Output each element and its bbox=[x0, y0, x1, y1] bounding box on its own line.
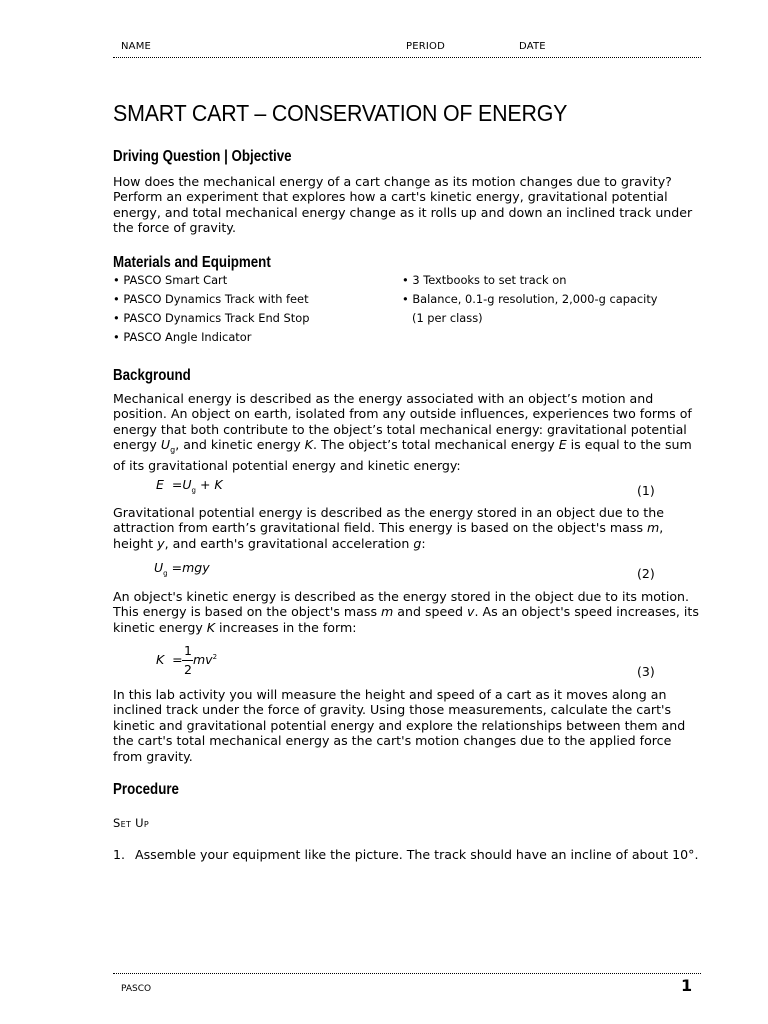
background-paragraph-4 bbox=[113, 687, 703, 764]
equation-1: $E =U_g + K$ bbox=[156, 477, 223, 495]
period-label: PERIOD bbox=[406, 41, 446, 52]
material-item: (1 per class) bbox=[412, 311, 483, 325]
page-number: 1 bbox=[681, 976, 693, 995]
equation-number: (3) bbox=[637, 664, 655, 679]
text-line: An object's kinetic energy is described as the energy stored in the object due to its motion. bbox=[113, 589, 690, 604]
text-line: the force of gravity. bbox=[113, 220, 236, 236]
name-label: NAME bbox=[121, 41, 152, 52]
footer-dotted-rule bbox=[113, 973, 701, 974]
material-item: • PASCO Dynamics Track with feet bbox=[113, 292, 309, 306]
objective-paragraph bbox=[113, 174, 703, 236]
background-paragraph-3 bbox=[113, 589, 703, 635]
text-line: height y, and earth's gravitational acceleration g: bbox=[113, 535, 426, 551]
fraction-denominator: 2 bbox=[184, 662, 192, 677]
background-heading: Background bbox=[113, 367, 191, 384]
text-line: Mechanical energy is described as the energy associated with an object’s motion and bbox=[113, 391, 654, 406]
text-line: Gravitational potential energy is described as the energy stored in an object due to the bbox=[113, 505, 664, 520]
objective-heading: Driving Question | Objective bbox=[113, 148, 292, 165]
equation-number: (1) bbox=[637, 483, 655, 498]
procedure-heading: Procedure bbox=[113, 781, 179, 798]
material-item: • PASCO Dynamics Track End Stop bbox=[113, 311, 310, 325]
equation-2: $U_g =mgy$ bbox=[154, 560, 210, 578]
step-text: Assemble your equipment like the picture. The track should have an incline of about 10°. bbox=[135, 847, 699, 862]
header-dotted-rule bbox=[113, 57, 701, 58]
text-line: kinetic and gravitational potential energy and explore the relationships between them and bbox=[113, 717, 686, 733]
footer-brand: PASCO bbox=[121, 984, 152, 994]
text-line: of its gravitational potential energy and kinetic energy: bbox=[113, 458, 461, 474]
text-line: position. An object on earth, isolated from any outside influences, experiences two forms of bbox=[113, 406, 692, 422]
background-paragraph-2 bbox=[113, 505, 703, 551]
text-line: This energy is based on the object's mass m and speed v. As an object's speed increases, its bbox=[113, 604, 699, 620]
material-item: • Balance, 0.1-g resolution, 2,000-g capacity bbox=[402, 292, 658, 306]
step-number: 1. bbox=[113, 847, 126, 862]
text-line: attraction from earth’s gravitational field. This energy is based on the object's mass m, bbox=[113, 520, 664, 536]
text-line: energy that both contribute to the object’s total mechanical energy: gravitational potential bbox=[113, 421, 687, 437]
text-line: energy, and total mechanical energy change as it rolls up and down an inclined track under bbox=[113, 204, 693, 220]
background-paragraph-1 bbox=[113, 391, 703, 474]
text-line: Perform an experiment that explores how a cart's kinetic energy, gravitational potential bbox=[113, 189, 668, 205]
fraction-numerator: 1 bbox=[184, 643, 192, 658]
page-title: SMART CART – CONSERVATION OF ENERGY bbox=[113, 100, 568, 126]
text-line: In this lab activity you will measure the height and speed of a cart as it moves along an bbox=[113, 687, 667, 702]
text-line: the cart's total mechanical energy as the cart's motion changes due to the applied force bbox=[113, 733, 672, 749]
material-item: • 3 Textbooks to set track on bbox=[402, 273, 567, 287]
material-item: • PASCO Smart Cart bbox=[113, 273, 228, 287]
text-line: from gravity. bbox=[113, 748, 193, 764]
fraction-bar bbox=[182, 660, 193, 661]
equation-number: (2) bbox=[637, 566, 655, 581]
text-line: inclined track under the force of gravity. Using those measurements, calculate the cart's bbox=[113, 702, 672, 718]
text-line: How does the mechanical energy of a cart change as its motion changes due to gravity? bbox=[113, 174, 672, 189]
material-item: • PASCO Angle Indicator bbox=[113, 330, 252, 344]
equation-3-lhs: K = bbox=[156, 652, 183, 667]
date-label: DATE bbox=[519, 41, 546, 52]
text-line: energy $U_g$, and kinetic energy K. The object’s total mechanical energy E is equal to the sum bbox=[113, 437, 692, 455]
text-line: kinetic energy K increases in the form: bbox=[113, 619, 357, 635]
setup-subheading: Set Up bbox=[113, 816, 149, 830]
equation-3-rhs: $mv^2$ bbox=[193, 652, 218, 667]
materials-heading: Materials and Equipment bbox=[113, 254, 271, 271]
